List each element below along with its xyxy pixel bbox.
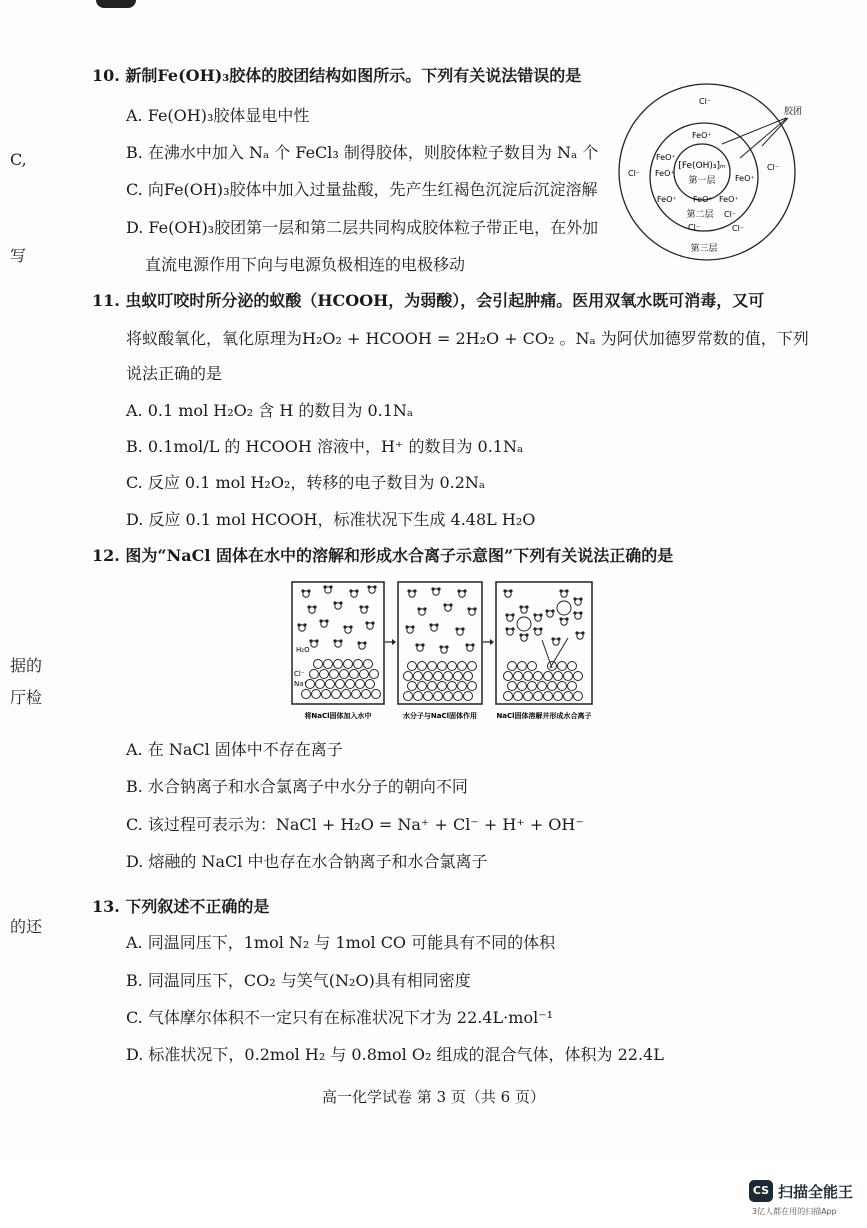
panel-1-water <box>297 585 376 649</box>
question-10-option-d-cont: 直流电源作用下向与电源负极相连的电极移动 <box>145 255 466 274</box>
scanner-band <box>0 1162 867 1228</box>
question-11-option-c: C. 反应 0.1 mol H₂O₂，转移的电子数目为 0.2Nₐ <box>126 473 486 492</box>
feo-ion: FeO⁺ <box>693 195 713 204</box>
question-13-option-b: B. 同温同压下，CO₂ 与笑气(N₂O)具有相同密度 <box>126 971 471 990</box>
micelle-core-label: [Fe(OH)₃]ₘ <box>678 161 726 171</box>
question-10-stem: 10. 新制Fe(OH)₃胶体的胶团结构如图所示。下列有关说法错误的是 <box>92 66 582 85</box>
page-footer: 高一化学试卷 第 3 页（共 6 页） <box>322 1088 545 1106</box>
panel-3-hydrated-ions <box>503 589 584 645</box>
micelle-diagram <box>612 80 822 270</box>
cl-ion: Cl⁻ <box>628 169 641 178</box>
question-10-option-a: A. Fe(OH)₃胶体显电中性 <box>126 106 310 125</box>
feo-ion: FeO⁺ <box>656 153 676 162</box>
cl-ion: Cl⁻ <box>699 97 712 106</box>
margin-fragment: 据的 <box>10 656 43 675</box>
question-12-option-c: C. 该过程可表示为：NaCl + H₂O = Na⁺ + Cl⁻ + H⁺ + OH⁻ <box>126 815 584 834</box>
jiaotuan-label: 胶团 <box>784 107 803 117</box>
cl-ion: Cl⁻ <box>732 224 745 233</box>
feo-ion: FeO⁺ <box>719 195 739 204</box>
question-11-option-d: D. 反应 0.1 mol HCOOH，标准状况下生成 4.48L H₂O <box>126 510 536 529</box>
cl-ion: Cl⁻ <box>767 163 780 172</box>
feo-ion: FeO⁺ <box>692 131 712 140</box>
panel-2-water <box>405 587 476 653</box>
question-13-option-d: D. 标准状况下，0.2mol H₂ 与 0.8mol O₂ 组成的混合气体，体积为 22.4L <box>126 1045 664 1064</box>
feo-ion: FeO⁺ <box>735 174 755 183</box>
pointer-line <box>740 118 787 158</box>
cl-ion: Cl⁻ <box>688 223 701 232</box>
margin-fragment: 厅检 <box>10 688 43 707</box>
layer2-label: 第二层 <box>686 210 714 220</box>
question-10-option-d: D. Fe(OH)₃胶团第一层和第二层共同构成胶体粒子带正电，在外加 <box>126 218 599 237</box>
question-12-stem: 12. 图为“NaCl 固体在水中的溶解和形成水合离子示意图”下列有关说法正确的是 <box>92 546 674 565</box>
question-10-option-b: B. 在沸水中加入 Nₐ 个 FeCl₃ 制得胶体，则胶体粒子数目为 Nₐ 个 <box>126 143 599 162</box>
question-12-option-b: B. 水合钠离子和水合氯离子中水分子的朝向不同 <box>126 777 468 796</box>
panel-1-crystal <box>302 660 381 699</box>
cl-label: Cl⁻ <box>294 670 305 678</box>
margin-fragment: 的还 <box>10 917 43 936</box>
question-10-option-c: C. 向Fe(OH)₃胶体中加入过量盐酸，先产生红褐色沉淀后沉淀溶解 <box>126 180 598 199</box>
layer3-ring <box>619 84 795 260</box>
question-13-option-a: A. 同温同压下，1mol N₂ 与 1mol CO 可能具有不同的体积 <box>126 933 556 952</box>
margin-fragment: C, <box>10 150 27 169</box>
nacl-dissolution-diagram <box>284 578 600 728</box>
h2o-label: H₂O <box>296 646 310 654</box>
question-12-option-d: D. 熔融的 NaCl 中也存在水合钠离子和水合氯离子 <box>126 852 488 871</box>
layer1-label: 第一层 <box>688 176 716 186</box>
question-11-stem-line2: 将蚁酸氧化，氧化原理为H₂O₂ + HCOOH = 2H₂O + CO₂ 。Nₐ 为阿伏加德罗常数的值，下列 <box>126 329 809 348</box>
question-11-option-a: A. 0.1 mol H₂O₂ 含 H 的数目为 0.1Nₐ <box>126 401 414 420</box>
scan-smudge <box>96 0 136 8</box>
scanner-tagline: 3亿人都在用的扫描App <box>752 1207 837 1216</box>
question-13-stem: 13. 下列叙述不正确的是 <box>92 897 270 916</box>
panel-3-crystal <box>504 662 583 701</box>
question-12-option-a: A. 在 NaCl 固体中不存在离子 <box>126 740 343 759</box>
pointer-line <box>542 640 552 668</box>
arrow-1-head <box>392 639 396 645</box>
question-11-stem-line3: 说法正确的是 <box>126 364 223 383</box>
question-11-option-b: B. 0.1mol/L 的 HCOOH 溶液中，H⁺ 的数目为 0.1Nₐ <box>126 437 524 456</box>
panel-2-crystal <box>404 662 477 701</box>
margin-fragment: 写 <box>10 246 27 265</box>
question-13-option-c: C. 气体摩尔体积不一定只有在标准状况下才为 22.4L·mol⁻¹ <box>126 1008 554 1027</box>
arrow-2-head <box>490 639 494 645</box>
layer1-ring <box>674 144 730 200</box>
cl-ion: Cl⁻ <box>724 210 737 219</box>
panel-1-caption: 将NaCl固体加入水中 <box>304 712 372 720</box>
feo-ion: FeO⁺ <box>657 195 677 204</box>
feo-ion: FeO⁺ <box>655 169 675 178</box>
na-label: Na⁺ <box>294 680 308 688</box>
camscanner-logo-icon: CS <box>749 1180 773 1202</box>
panel-3-caption: NaCl固体溶解并形成水合离子 <box>496 712 592 720</box>
scanner-app-name: 扫描全能王 <box>778 1183 854 1201</box>
layer3-label: 第三层 <box>690 244 718 254</box>
question-11-stem-line1: 11. 虫蚁叮咬时所分泌的蚁酸（HCOOH，为弱酸），会引起肿痛。医用双氧水既可消毒，又可 <box>92 291 765 310</box>
panel-2-caption: 水分子与NaCl固体作用 <box>402 712 478 720</box>
